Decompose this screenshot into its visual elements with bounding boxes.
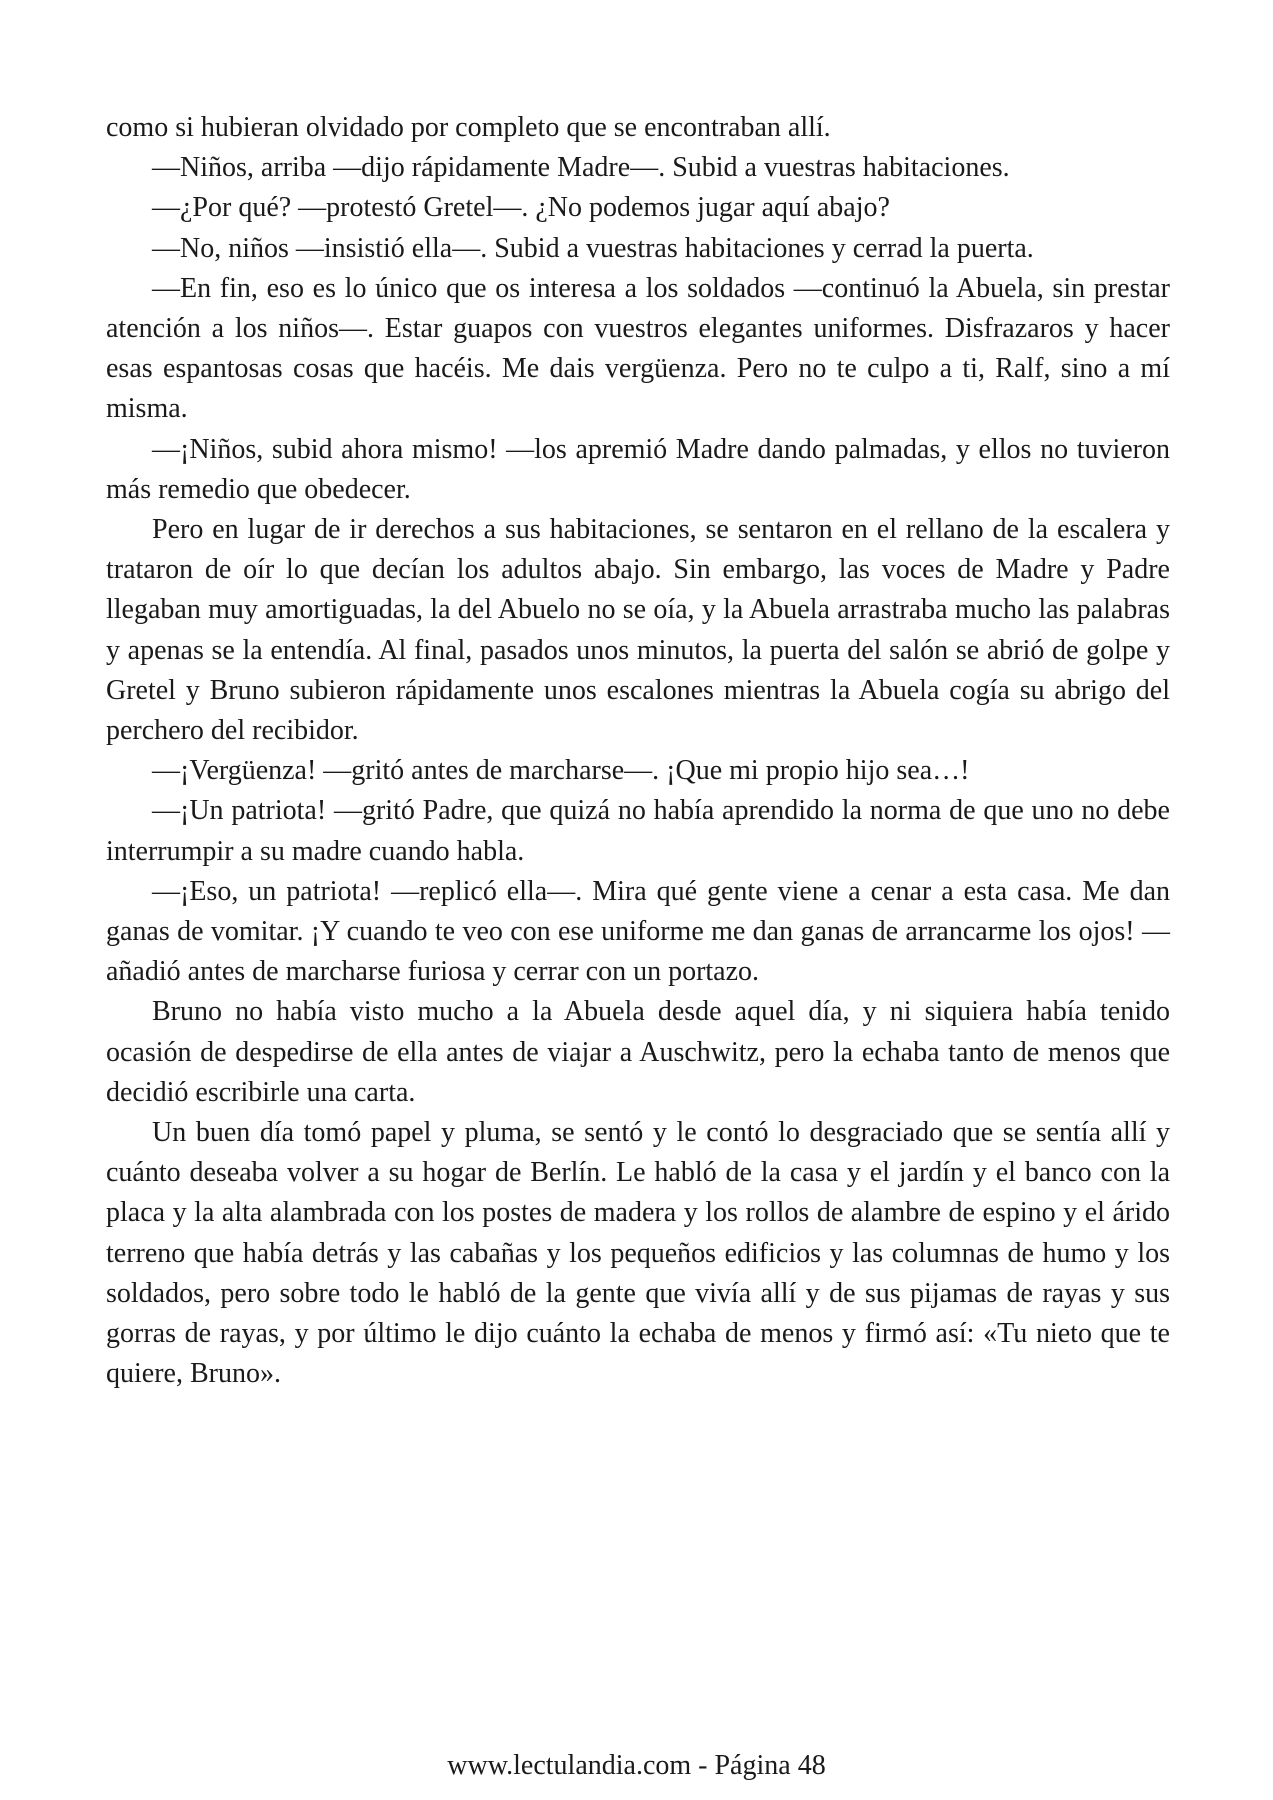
paragraph: Pero en lugar de ir derechos a sus habitaciones, se sentaron en el rellano de la escalera y trataron de oír lo que decían los adultos abajo. Sin embargo, las voces de Madre y Padre llegaban muy amortiguadas, la del Abuelo no se oía, y la Abuela arrastraba mucho las palabras y apenas se la entendía. Al final, pasados unos minutos, la puerta del salón se abrió de golpe y Gretel y Bruno subieron rápidamente unos escalones mientras la Abuela cogía su abrigo del perchero del recibidor. (106, 514, 1170, 747)
paragraph: —¡Vergüenza! —gritó antes de marcharse—. ¡Que mi propio hijo sea…! (152, 755, 970, 787)
paragraph: —¡Niños, subid ahora mismo! —los apremió Madre dando palmadas, y ellos no tuvieron más remedio que obedecer. (106, 433, 1170, 505)
paragraph: —¿Por qué? —protestó Gretel—. ¿No podemos jugar aquí abajo? (152, 192, 890, 224)
paragraph: como si hubieran olvidado por completo que se encontraban allí. (106, 112, 831, 143)
page-body (106, 108, 1170, 1395)
paragraph: —¡Un patriota! —gritó Padre, que quizá no había aprendido la norma de que uno no debe interrumpir a su madre cuando habla. (106, 795, 1170, 867)
page-footer: www.lectulandia.com - Página 48 (447, 1750, 826, 1781)
paragraph: Un buen día tomó papel y pluma, se sentó y le contó lo desgraciado que se sentía allí y cuánto deseaba volver a su hogar de Berlín. Le habló de la casa y el jardín y el banco con la placa y la alta alambrada con los postes de madera y los rollos de alambre de espino y el árido terreno que había detrás y las cabañas y los pequeños edificios y las columnas de humo y los soldados, pero sobre todo le habló de la gente que vivía allí y de sus pijamas de rayas y sus gorras de rayas, y por último le dijo cuánto la echaba de menos y firmó así: «Tu nieto que te quiere, Bruno». (106, 1117, 1170, 1390)
paragraph: —Niños, arriba —dijo rápidamente Madre—. Subid a vuestras habitaciones. (152, 152, 1010, 184)
paragraph: —¡Eso, un patriota! —replicó ella—. Mira qué gente viene a cenar a esta casa. Me dan ganas de vomitar. ¡Y cuando te veo con ese uniforme me dan ganas de arrancarme los ojos! —añadió antes de marcharse furiosa y cerrar con un portazo. (106, 875, 1170, 988)
paragraph: —En fin, eso es lo único que os interesa a los soldados —continuó la Abuela, sin prestar atención a los niños—. Estar guapos con vuestros elegantes uniformes. Disfrazaros y hacer esas espantosas cosas que hacéis. Me dais vergüenza. Pero no te culpo a ti, Ralf, sino a mí misma. (106, 272, 1170, 425)
paragraph: Bruno no había visto mucho a la Abuela desde aquel día, y ni siquiera había tenido ocasión de despedirse de ella antes de viajar a Auschwitz, pero la echaba tanto de menos que decidió escribirle una carta. (106, 996, 1170, 1108)
paragraph: —No, niños —insistió ella—. Subid a vuestras habitaciones y cerrad la puerta. (152, 232, 1034, 264)
